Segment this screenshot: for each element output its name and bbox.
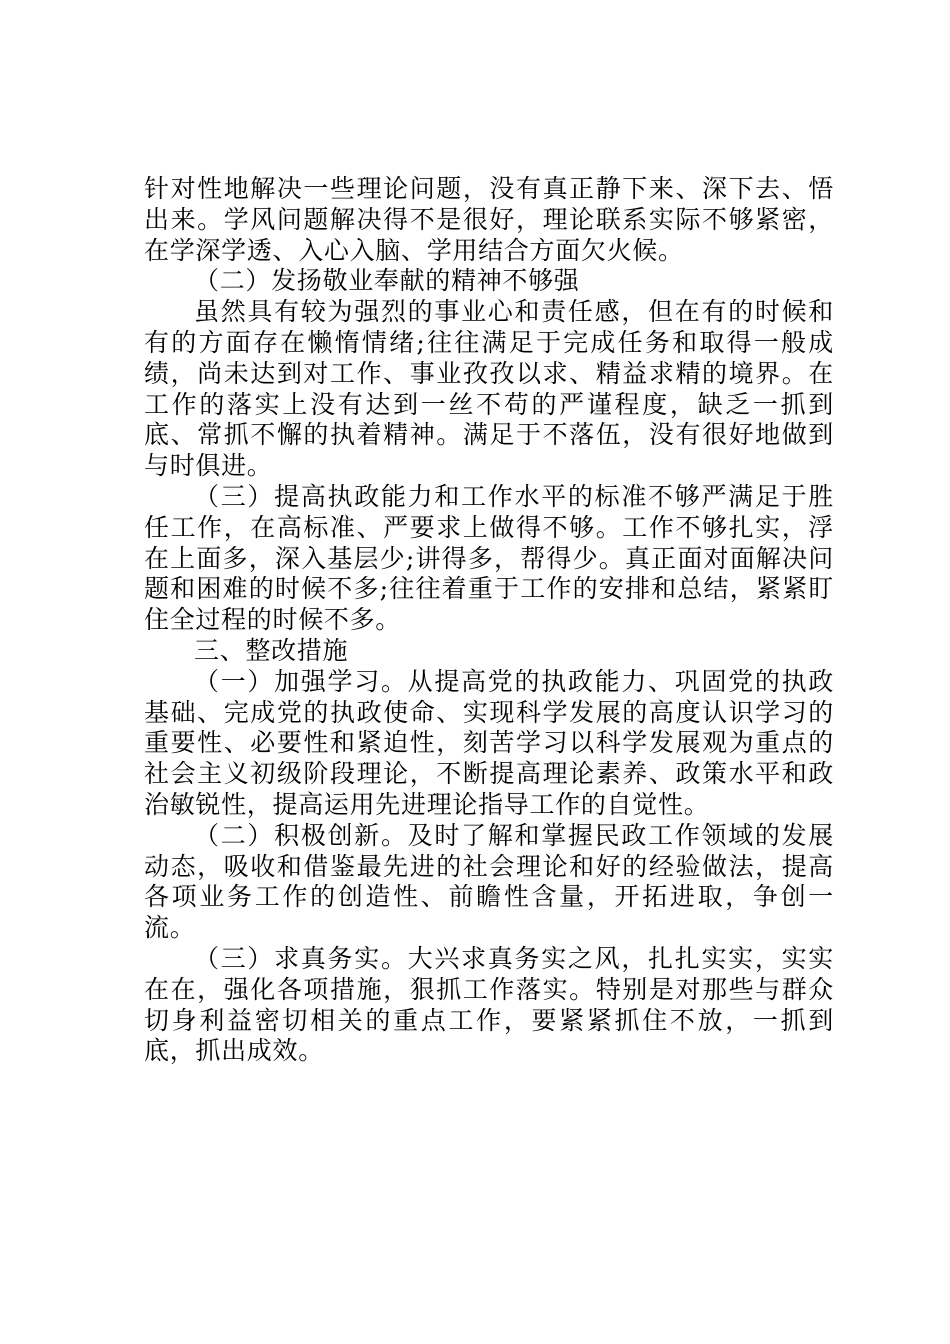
paragraph-strengthen-learning: （一）加强学习。从提高党的执政能力、巩固党的执政基础、完成党的执政使命、实现科学发展的高度认识学习的重要性、必要性和紧迫性，刻苦学习以科学发展观为重点的社会主义初级阶段理论，不断提高理论素养、政策水平和政治敏锐性，提高运用先进理论指导工作的自觉性。	[144, 666, 834, 819]
paragraph-continuation: 针对性地解决一些理论问题，没有真正静下来、深下去、悟出来。学风问题解决得不是很好，理论联系实际不够紧密，在学深学透、入心入脑、学用结合方面欠火候。	[144, 174, 834, 265]
section-heading-rectification: 三、整改措施	[194, 635, 349, 665]
paragraph-innovation: （二）积极创新。及时了解和掌握民政工作领域的发展动态，吸收和借鉴最先进的社会理论和好的经验做法，提高各项业务工作的创造性、前瞻性含量，开拓进取，争创一流。	[144, 820, 834, 943]
paragraph-dedication: 虽然具有较为强烈的事业心和责任感，但在有的时候和有的方面存在懒惰情绪;往往满足于完成任务和取得一般成绩，尚未达到对工作、事业孜孜以求、精益求精的境界。在工作的落实上没有达到一丝不苟的严谨程度，缺乏一抓到底、常抓不懈的执着精神。满足于不落伍，没有很好地做到与时俱进。	[144, 297, 834, 481]
paragraph-pragmatism: （三）求真务实。大兴求真务实之风，扎扎实实，实实在在，强化各项措施，狠抓工作落实。特别是对那些与群众切身利益密切相关的重点工作，要紧紧抓住不放，一抓到底，抓出成效。	[144, 943, 834, 1066]
document-body	[144, 174, 834, 1067]
section-heading-2: （二）发扬敬业奉献的精神不够强	[194, 266, 580, 296]
paragraph-governance-standards: （三）提高执政能力和工作水平的标准不够严满足于胜任工作，在高标准、严要求上做得不够。工作不够扎实，浮在上面多，深入基层少;讲得多，帮得少。真正面对面解决问题和困难的时候不多;往往着重于工作的安排和总结，紧紧盯住全过程的时候不多。	[144, 481, 834, 635]
